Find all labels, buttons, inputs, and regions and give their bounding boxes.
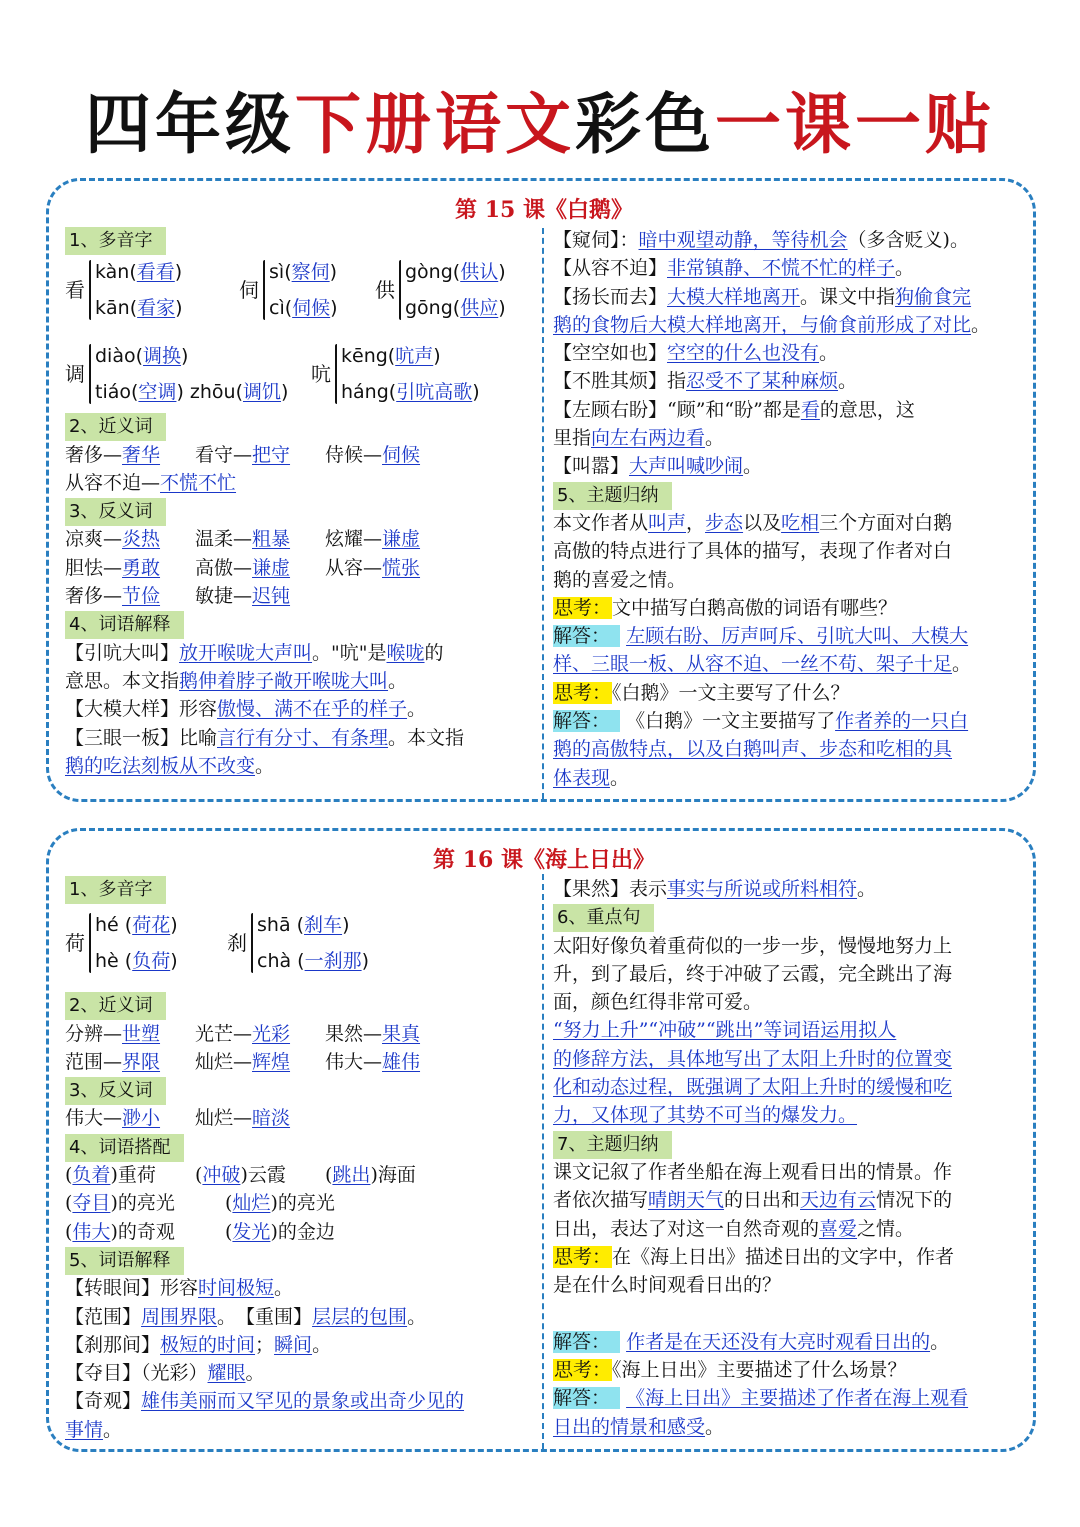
explanation-line: 意思。本文指鹅伸着脖子敞开喉咙大叫。 [65, 669, 408, 692]
lesson-16-title: 第 16 课《海上日出》 [433, 847, 655, 873]
think-label: 思考： [554, 1359, 612, 1382]
answer-line: 体表现。 [553, 766, 630, 789]
synonym-row: 分辨—世塑 光芒—光彩 果然—果真 [65, 1022, 421, 1045]
section-heading: 6、重点句 [553, 904, 654, 932]
antonym-row: 凉爽—炎热 温柔—粗暴 炫耀—谦虚 [65, 528, 421, 551]
analysis-line: 化和动态过程，既强调了太阳上升时的缓慢和吃 [553, 1076, 953, 1099]
lesson-16-left-column [65, 875, 535, 1444]
think-label: 思考： [554, 1245, 612, 1268]
explanation-line: 【奇观】雄伟美丽而又罕见的景象或出奇少见的 [65, 1390, 465, 1413]
analysis-line: 的修辞方法，具体地写出了太阳上升时的位置变 [553, 1047, 953, 1070]
explanation-line: 【引吭大叫】放开喉咙大声叫。"吭"是喉咙的 [65, 641, 444, 664]
explanation-line: 【大模大样】形容傲慢、满不在乎的样子。 [65, 698, 427, 721]
section-heading: 1、多音字 [65, 876, 166, 904]
question-line: 思考：在《海上日出》描述日出的文字中，作者 [554, 1245, 955, 1268]
theme-line: 日出，表达了对这一自然奇观的喜爱之情。 [553, 1217, 915, 1240]
polyphone-block [65, 903, 535, 987]
explanation-line: 【转眼间】形容时间极短。 [65, 1277, 294, 1300]
column-divider [542, 228, 544, 799]
explanation-line: 【果然】表示事实与所说或所料相符。 [553, 878, 877, 900]
section-heading: 3、反义词 [65, 498, 166, 526]
analysis-line: 力，又体现了其势不可当的爆发力。 [553, 1104, 858, 1127]
synonym-row: 从容不迫—不慌不忙 [65, 471, 237, 494]
explanation-line: 【空空如也】空空的什么也没有。 [553, 342, 839, 365]
theme-line: 鹅的喜爱之情。 [553, 568, 687, 591]
polyphone-kan: 看 kàn(看看) kān(看家) [65, 261, 183, 320]
answer-label: 解答： [553, 1331, 620, 1353]
think-label: 思考： [554, 596, 612, 619]
page-title: 四年级下册语文彩色一课一贴 [85, 86, 995, 163]
explanation-line: 【三眼一板】比喻言行有分寸、有条理。本文指 [65, 726, 465, 749]
answer-line: 日出的情景和感受。 [553, 1415, 725, 1438]
section-heading: 4、词语搭配 [65, 1134, 184, 1162]
lesson-15-right-column [553, 226, 1023, 792]
explanation-line: 鹅的吃法刻板从不改变。 [65, 754, 275, 777]
explanation-line: 里指向左右两边看。 [553, 427, 725, 450]
synonym-row: 奢侈—奢华 看守—把守 侍候—伺候 [65, 443, 421, 466]
question-line: 思考：《海上日出》主要描述了什么场景？ [554, 1359, 907, 1382]
antonym-row: 伟大—渺小 灿烂—暗淡 [65, 1107, 291, 1130]
lesson-16-right-column [553, 875, 1023, 1441]
key-sentence-line: 太阳好像负着重荷似的一步一步，慢慢地努力上 [553, 934, 953, 957]
synonym-row: 范围—界限 灿烂—辉煌 伟大—雄伟 [65, 1050, 421, 1073]
explanation-line: 事情。 [65, 1418, 123, 1441]
analysis-line: “努力上升”“冲破”“跳出”等词语运用拟人 [553, 1019, 897, 1042]
explanation-line: 【刹那间】极短的时间；瞬间。 [65, 1333, 332, 1356]
lesson-15-title: 第 15 课《白鹅》 [455, 197, 633, 223]
theme-line: 本文作者从叫声，步态以及吃相三个方面对白鹅 [553, 511, 953, 534]
explanation-line: 【左顾右盼】“顾”和“盼”都是看的意思，这 [553, 398, 915, 421]
section-heading: 7、主题归纳 [553, 1131, 672, 1159]
think-label: 思考： [554, 681, 612, 704]
section-heading: 2、近义词 [65, 413, 166, 441]
lesson-15-panel [46, 178, 1036, 802]
polyphone-si: 伺 sì(察伺) cì(伺候) [239, 261, 338, 320]
theme-line: 课文记叙了作者坐船在海上观看日出的情景。作 [553, 1160, 953, 1183]
polyphone-he: 荷 hé (荷花) hè (负荷) [65, 914, 178, 973]
polyphone-block [65, 254, 535, 402]
answer-label: 解答： [553, 625, 620, 647]
explanation-line: 鹅的食物后大模大样地离开，与偷食前形成了对比。 [553, 313, 991, 336]
column-divider [542, 874, 544, 1449]
collocation-row: (伟大)的奇观 (发光)的金边 [65, 1220, 335, 1243]
key-sentence-line: 升，到了最后，终于冲破了云霞，完全跳出了海 [553, 962, 953, 985]
polyphone-gong: 供 gòng(供认) gōng(供应) [375, 261, 506, 320]
section-heading: 2、近义词 [65, 992, 166, 1020]
question-line: 是在什么时间观看日出的？ [553, 1274, 782, 1297]
antonym-row: 胆怯—勇敢 高傲—谦虚 从容—慌张 [65, 556, 421, 579]
explanation-line: 【叫嚣】大声叫喊吵闹。 [553, 455, 763, 478]
answer-line: 解答： 作者是在天还没有大亮时观看日出的。 [553, 1330, 950, 1353]
answer-line: 样、三眼一板、从容不迫、一丝不苟、架子十足。 [553, 653, 972, 676]
key-sentence-line: 面，颜色红得非常可爱。 [553, 991, 763, 1014]
question-line: 思考：文中描写白鹅高傲的词语有哪些？ [554, 596, 898, 619]
section-heading: 4、词语解释 [65, 611, 184, 639]
polyphone-diao: 调 diào(调换) tiáo(空调) zhōu(调饥) [65, 345, 289, 404]
polyphone-sha: 刹 shā (刹车) chà (一刹那) [227, 914, 370, 973]
antonym-row: 奢侈—节俭 敏捷—迟钝 [65, 585, 291, 608]
answer-label: 解答： [553, 710, 620, 732]
section-heading: 1、多音字 [65, 227, 166, 255]
lesson-15-left-column [65, 226, 535, 780]
section-heading: 5、主题归纳 [553, 482, 672, 510]
polyphone-hang: 吭 kēng(吭声) háng(引吭高歌) [311, 345, 480, 404]
answer-line: 鹅的高傲特点，以及白鹅叫声、步态和吃相的具 [553, 738, 953, 761]
section-heading: 5、词语解释 [65, 1247, 184, 1275]
collocation-row: (夺目)的亮光 (灿烂)的亮光 [65, 1192, 335, 1215]
collocation-row: (负着)重荷 (冲破)云霞 (跳出)海面 [65, 1164, 416, 1187]
lesson-16-panel [46, 828, 1036, 1452]
explanation-line: 【不胜其烦】指忍受不了某种麻烦。 [553, 370, 858, 393]
explanation-line: 【夺目】（光彩）耀眼。 [65, 1362, 265, 1385]
answer-line: 解答： 《白鹅》一文主要描写了作者养的一只白 [553, 710, 969, 733]
explanation-line: 【扬长而去】大模大样地离开。课文中指狗偷食完 [553, 285, 972, 308]
question-line: 思考：《白鹅》一文主要写了什么？ [554, 681, 850, 704]
explanation-line: 【范围】周围界限。 【重围】层层的包围。 [65, 1305, 427, 1328]
section-heading: 3、反义词 [65, 1077, 166, 1105]
theme-line: 者依次描写晴朗天气的日出和天边有云情况下的 [553, 1189, 953, 1212]
theme-line: 高傲的特点进行了具体的描写，表现了作者对白 [553, 540, 953, 563]
explanation-line: 【从容不迫】非常镇静、不慌不忙的样子。 [553, 257, 915, 280]
answer-line: 解答： 《海上日出》主要描述了作者在海上观看 [553, 1387, 969, 1410]
explanation-line: 【窥伺】：暗中观望动静，等待机会（多含贬义)。 [553, 229, 969, 251]
answer-label: 解答： [553, 1387, 620, 1409]
answer-line: 解答： 左顾右盼、厉声呵斥、引吭大叫、大模大 [553, 625, 969, 648]
